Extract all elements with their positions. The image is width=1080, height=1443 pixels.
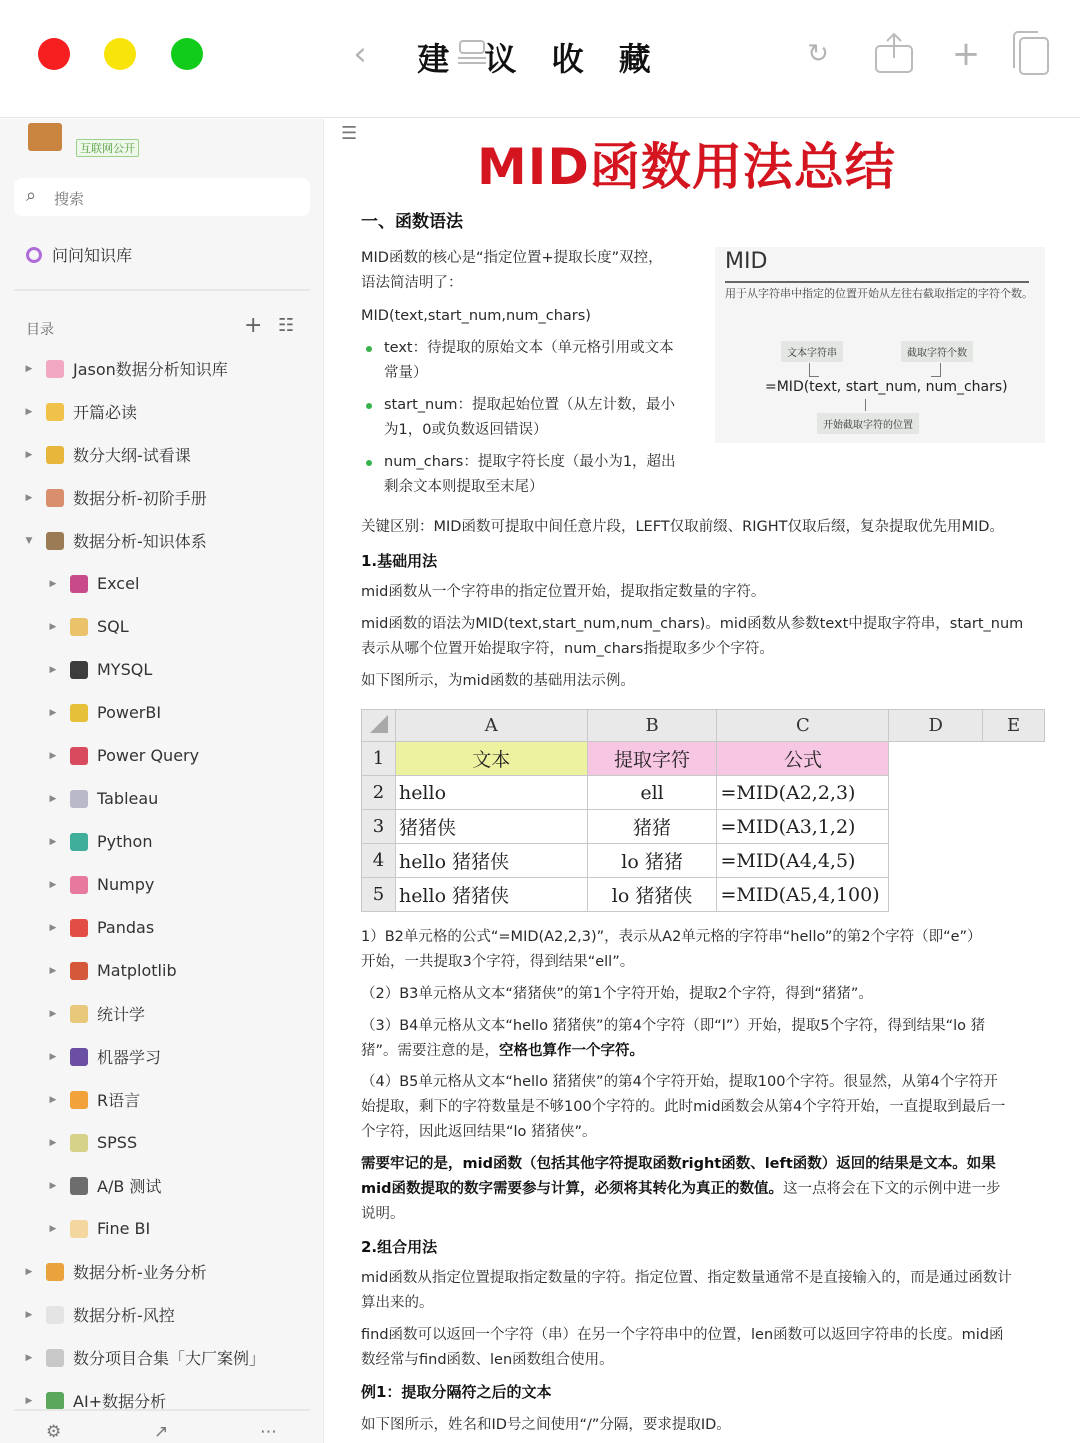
header-cell: 文本	[395, 742, 587, 776]
divider	[725, 281, 1029, 283]
chevron-right-icon[interactable]: ▶	[25, 492, 33, 503]
mid-formula: =MID(text, start_num, num_chars)	[765, 379, 1008, 395]
char-count-tag: 截取字符个数	[901, 341, 973, 362]
empty-cell	[983, 878, 1045, 912]
chevron-right-icon[interactable]: ▶	[49, 1180, 57, 1191]
bullet-continuation: 常量）	[384, 365, 428, 381]
sidebar-item-label: Jason数据分析知识库	[73, 360, 228, 379]
bold-text: 空格也算作一个字符。	[499, 1043, 645, 1059]
paragraph: mid函数从一个字符串的指定位置开始，提取指定数量的字符。	[361, 584, 766, 600]
sidebar	[0, 119, 324, 1443]
column-header: D	[889, 710, 983, 742]
sidebar-item[interactable]	[0, 1336, 324, 1379]
outline-icon[interactable]: ☰	[341, 123, 358, 144]
sidebar-item[interactable]	[0, 906, 324, 949]
sidebar-item-label: A/B 测试	[97, 1177, 162, 1196]
paragraph	[361, 1177, 1000, 1202]
sidebar-item-label: 数分大纲-试看课	[73, 446, 191, 465]
result-cell: ell	[587, 776, 717, 810]
sidebar-item-label: Numpy	[97, 875, 155, 894]
sidebar-item-label: R语言	[97, 1091, 141, 1110]
chevron-right-icon[interactable]: ▶	[49, 879, 57, 890]
sidebar-item[interactable]	[0, 734, 324, 777]
chevron-right-icon[interactable]: ▶	[49, 1094, 57, 1105]
sidebar-item[interactable]	[0, 562, 324, 605]
page-title: MID函数用法总结	[477, 138, 896, 196]
share-icon[interactable]	[872, 30, 916, 91]
row-number: 4	[362, 844, 396, 878]
doc-icon	[70, 962, 88, 980]
paragraph: 始提取，剩下的字符数量是不够100个字符的。此时mid函数会从第4个字符开始，一直提取到最后一	[361, 1099, 1006, 1115]
header-cell: 提取字符	[587, 742, 717, 776]
connector-line	[809, 363, 819, 377]
example-heading: 例1：提取分隔符之后的文本	[361, 1383, 552, 1401]
row-number: 2	[362, 776, 396, 810]
sidebar-item-label: 机器学习	[97, 1048, 162, 1067]
sidebar-item[interactable]	[0, 777, 324, 820]
bullet-continuation: 剩余文本则提取至末尾）	[384, 479, 544, 495]
start-position-tag: 开始截取字符的位置	[817, 413, 919, 434]
sidebar-item[interactable]	[0, 390, 324, 433]
sidebar-item-label: Fine BI	[97, 1219, 151, 1238]
sidebar-item-label: 数分项目合集「大厂案例」	[73, 1349, 266, 1368]
intro-line-1: MID函数的核心是“指定位置+提取长度”双控，	[361, 250, 663, 266]
sidebar-item-label: 数据分析-业务分析	[73, 1263, 207, 1282]
sidebar-item[interactable]	[0, 519, 324, 562]
sidebar-item[interactable]	[0, 691, 324, 734]
paragraph: 开始，一共提取3个字符，得到结果“ell”。	[361, 954, 635, 970]
share-icon[interactable]: ↗	[154, 1422, 169, 1442]
paragraph: find函数可以返回一个字符（串）在另一个字符串中的位置，len函数可以返回字符串的长度。mid函	[361, 1327, 1004, 1343]
sidebar-item[interactable]	[0, 1293, 324, 1336]
doc-icon	[70, 919, 88, 937]
close-window-button[interactable]	[38, 38, 70, 70]
chevron-right-icon[interactable]: ▶	[49, 965, 57, 976]
connector-line	[865, 399, 866, 411]
doc-icon	[46, 1349, 64, 1367]
result-cell: lo 猪猪侠	[587, 878, 717, 912]
empty-cell	[889, 844, 983, 878]
sidebar-item[interactable]	[0, 476, 324, 519]
chevron-right-icon[interactable]: ▶	[49, 1051, 57, 1062]
doc-icon	[70, 1220, 88, 1238]
chevron-right-icon[interactable]: ▶	[49, 707, 57, 718]
paragraph: （2）B3单元格从文本“猪猪侠”的第1个字符开始，提取2个字符，得到“猪猪”。	[361, 986, 873, 1002]
sidebar-item[interactable]	[0, 863, 324, 906]
table-row	[362, 844, 1045, 878]
chevron-right-icon[interactable]: ▶	[25, 363, 33, 374]
sidebar-item-label: Power Query	[97, 746, 200, 765]
doc-icon	[46, 532, 64, 550]
doc-icon	[46, 360, 64, 378]
chevron-right-icon[interactable]: ▶	[49, 578, 57, 589]
sidebar-item[interactable]	[0, 1035, 324, 1078]
result-cell: lo 猪猪	[587, 844, 717, 878]
chevron-down-icon[interactable]: ▼	[25, 535, 33, 546]
text-span: 猪”。需要注意的是，	[361, 1043, 500, 1059]
text-cell: hello	[395, 776, 587, 810]
empty-cell	[889, 878, 983, 912]
table-row	[362, 810, 1045, 844]
document-pane	[325, 119, 1080, 1443]
chevron-right-icon[interactable]: ▶	[49, 922, 57, 933]
back-icon[interactable]: ‹	[353, 34, 367, 74]
paragraph: （3）B4单元格从文本“hello 猪猪侠”的第4个字符（即“l”）开始，提取5个字符，得到结果“lo 猪	[361, 1018, 986, 1034]
paragraph	[361, 1039, 644, 1064]
paragraph: 数经常与find函数、len函数组合使用。	[361, 1352, 614, 1368]
sidebar-item-label: 数据分析-风控	[73, 1306, 175, 1325]
paragraph: 表示从哪个位置开始提取字符，num_chars指提取多少个字符。	[361, 641, 774, 657]
corner-cell	[362, 710, 396, 742]
doc-icon	[46, 1392, 64, 1410]
doc-icon	[46, 446, 64, 464]
column-header: E	[983, 710, 1045, 742]
sidebar-item-label: Python	[97, 832, 153, 851]
formula-cell: =MID(A5,4,100)	[717, 878, 889, 912]
window-titlebar	[0, 0, 1080, 118]
empty-cell	[983, 810, 1045, 844]
add-doc-icon[interactable]: +	[244, 313, 263, 338]
doc-icon	[70, 1091, 88, 1109]
doc-icon	[70, 747, 88, 765]
chevron-right-icon[interactable]: ▶	[25, 1266, 33, 1277]
chevron-right-icon[interactable]: ▶	[49, 750, 57, 761]
sidebar-item[interactable]	[0, 1207, 324, 1250]
sidebar-item-label: PowerBI	[97, 703, 162, 722]
chevron-right-icon[interactable]: ▶	[25, 1352, 33, 1363]
search-placeholder: 搜索	[54, 190, 85, 208]
syntax-text: MID(text,start_num,num_chars)	[361, 308, 591, 324]
empty-cell	[889, 810, 983, 844]
column-header: C	[717, 710, 889, 742]
doc-icon	[46, 1306, 64, 1324]
sidebar-item[interactable]	[0, 1379, 324, 1422]
sidebar-item[interactable]	[0, 1078, 324, 1121]
key-difference-text: 关键区别：MID函数可提取中间任意片段，LEFT仅取前缀、RIGHT仅取后缀，复杂提取优先用MID。	[361, 519, 1004, 535]
empty-cell	[983, 742, 1045, 776]
doc-icon	[70, 1048, 88, 1066]
column-header-row	[362, 710, 1045, 742]
doc-icon	[70, 1177, 88, 1195]
chevron-right-icon[interactable]: ▶	[25, 449, 33, 460]
sidebar-item-label: SQL	[97, 617, 129, 636]
table-row	[362, 742, 1045, 776]
sidebar-item-label: 统计学	[97, 1005, 146, 1024]
paragraph: 1）B2单元格的公式“=MID(A2,2,3)”，表示从A2单元格的字符串“hello”的第2个字符（即“e”）	[361, 929, 982, 945]
ai-ring-icon	[26, 247, 42, 263]
paragraph: 个字符，因此返回结果“lo 猪猪侠”。	[361, 1124, 597, 1140]
subsection-heading: 2.组合用法	[361, 1238, 438, 1256]
bullet-item: text：待提取的原始文本（单元格引用或文本	[384, 336, 674, 361]
paragraph: 如下图所示，姓名和ID号之间使用“/”分隔，要求提取ID。	[361, 1417, 731, 1433]
knowledge-base-avatar	[28, 123, 62, 151]
sidebar-item-label: Matplotlib	[97, 961, 177, 980]
sidebar-item[interactable]	[0, 992, 324, 1035]
paragraph: 如下图所示，为mid函数的基础用法示例。	[361, 673, 635, 689]
intro-line-2: 语法简洁明了：	[361, 275, 463, 291]
sidebar-item-label: MYSQL	[97, 660, 153, 679]
toc-tree	[0, 347, 324, 1422]
doc-icon	[70, 575, 88, 593]
excel-example-image	[361, 709, 1045, 909]
sidebar-item-label: 数据分析-知识体系	[73, 532, 207, 551]
sidebar-item[interactable]	[0, 648, 324, 691]
sidebar-item-label: SPSS	[97, 1133, 138, 1152]
doc-icon	[70, 790, 88, 808]
sidebar-item-label: 数据分析-初阶手册	[73, 489, 207, 508]
row-number: 5	[362, 878, 396, 912]
paragraph: （4）B5单元格从文本“hello 猪猪侠”的第4个字符开始，提取100个字符。很显然，从第4个字符开	[361, 1074, 998, 1090]
ask-knowledge-base-button[interactable]	[26, 243, 132, 267]
result-cell: 猪猪	[587, 810, 717, 844]
doc-icon	[70, 833, 88, 851]
column-header: A	[395, 710, 587, 742]
ask-label: 问问知识库	[52, 246, 133, 265]
list-view-icon[interactable]: ☷	[278, 315, 295, 336]
doc-icon	[70, 876, 88, 894]
column-header: B	[587, 710, 717, 742]
text-string-tag: 文本字符串	[781, 341, 843, 362]
chevron-right-icon[interactable]: ▶	[49, 793, 57, 804]
sidebar-item[interactable]	[0, 1121, 324, 1164]
public-badge: 互联网公开	[76, 139, 139, 157]
tabs-icon[interactable]	[1008, 30, 1052, 91]
empty-cell	[889, 776, 983, 810]
text-cell: 猪猪侠	[395, 810, 587, 844]
sidebar-item-label: Pandas	[97, 918, 155, 937]
subsection-heading: 1.基础用法	[361, 552, 438, 570]
formula-cell: =MID(A4,4,5)	[717, 844, 889, 878]
search-icon: ⌕	[26, 185, 37, 206]
divider	[14, 289, 310, 291]
sidebar-item[interactable]	[0, 347, 324, 390]
header-cell: 公式	[717, 742, 889, 776]
empty-cell	[983, 776, 1045, 810]
doc-icon	[46, 489, 64, 507]
text-cell: hello 猪猪侠	[395, 844, 587, 878]
paragraph: mid函数从指定位置提取指定数量的字符。指定位置、指定数量通常不是直接输入的，而是通过函数计	[361, 1270, 1012, 1286]
row-number: 1	[362, 742, 396, 776]
sidebar-item[interactable]	[0, 1250, 324, 1293]
sidebar-item[interactable]	[0, 605, 324, 648]
doc-icon	[70, 661, 88, 679]
text-cell: hello 猪猪侠	[395, 878, 587, 912]
window-title: 建 议 收 藏	[417, 40, 663, 78]
maximize-window-button[interactable]	[171, 38, 203, 70]
empty-cell	[889, 742, 983, 776]
sidebar-item[interactable]	[0, 949, 324, 992]
text-span: 这一点将会在下文的示例中进一步	[782, 1181, 1001, 1197]
knowledge-base-header[interactable]	[24, 119, 314, 159]
paragraph: 说明。	[361, 1206, 405, 1222]
paragraph: mid函数的语法为MID(text,start_num,num_chars)。mid函数从参数text中提取字符串，start_num	[361, 616, 1024, 632]
chevron-right-icon[interactable]: ▶	[25, 1309, 33, 1320]
bullet-item: start_num：提取起始位置（从左计数，最小	[384, 393, 675, 418]
doc-icon	[70, 618, 88, 636]
chevron-right-icon[interactable]: ▶	[49, 1223, 57, 1234]
sidebar-item-label: AI+数据分析	[73, 1392, 167, 1411]
doc-icon	[70, 1005, 88, 1023]
search-input[interactable]	[14, 178, 310, 216]
bold-note: 需要牢记的是，mid函数（包括其他字符提取函数right函数、left函数）返回的结果是文本。如果	[361, 1156, 996, 1172]
minimize-window-button[interactable]	[104, 38, 136, 70]
table-row	[362, 878, 1045, 912]
bullet-item: num_chars：提取字符长度（最小为1，超出	[384, 450, 676, 475]
chevron-right-icon[interactable]: ▶	[49, 664, 57, 675]
chevron-right-icon[interactable]: ▶	[49, 621, 57, 632]
paragraph: 算出来的。	[361, 1295, 434, 1311]
toc-label: 目录	[26, 322, 54, 338]
chevron-right-icon[interactable]: ▶	[49, 1008, 57, 1019]
doc-icon	[70, 1134, 88, 1152]
bold-text: mid函数提取的数字需要参与计算，必须将其转化为真正的数值。	[361, 1181, 783, 1197]
doc-icon	[70, 704, 88, 722]
add-icon[interactable]: +	[951, 34, 981, 74]
row-number: 3	[362, 810, 396, 844]
doc-icon	[46, 403, 64, 421]
mid-diagram-image	[715, 247, 1045, 443]
chevron-right-icon[interactable]: ▶	[49, 1137, 57, 1148]
more-icon[interactable]: ⋯	[260, 1422, 277, 1442]
settings-icon[interactable]: ⚙	[46, 1422, 62, 1442]
empty-cell	[983, 844, 1045, 878]
sidebar-item[interactable]	[0, 820, 324, 863]
refresh-icon[interactable]: ↻	[807, 39, 829, 69]
sidebar-item[interactable]	[0, 1164, 324, 1207]
sidebar-item-label: Tableau	[97, 789, 159, 808]
chevron-right-icon[interactable]: ▶	[25, 406, 33, 417]
divider	[14, 1409, 310, 1411]
chevron-right-icon[interactable]: ▶	[49, 836, 57, 847]
chevron-right-icon[interactable]: ▶	[25, 1395, 33, 1406]
mid-diagram-title: MID	[725, 249, 768, 274]
connector-line	[931, 363, 941, 377]
sidebar-item-label: 开篇必读	[73, 403, 138, 422]
sidebar-item-label: Excel	[97, 574, 140, 593]
formula-cell: =MID(A2,2,3)	[717, 776, 889, 810]
mid-diagram-description: 用于从字符串中指定的位置开始从左往右截取指定的字符个数。	[725, 287, 1033, 300]
section-heading: 一、函数语法	[361, 212, 463, 232]
doc-icon	[46, 1263, 64, 1281]
sidebar-item[interactable]	[0, 433, 324, 476]
formula-cell: =MID(A3,1,2)	[717, 810, 889, 844]
table-row	[362, 776, 1045, 810]
bullet-continuation: 为1，0或负数返回错误）	[384, 422, 548, 438]
